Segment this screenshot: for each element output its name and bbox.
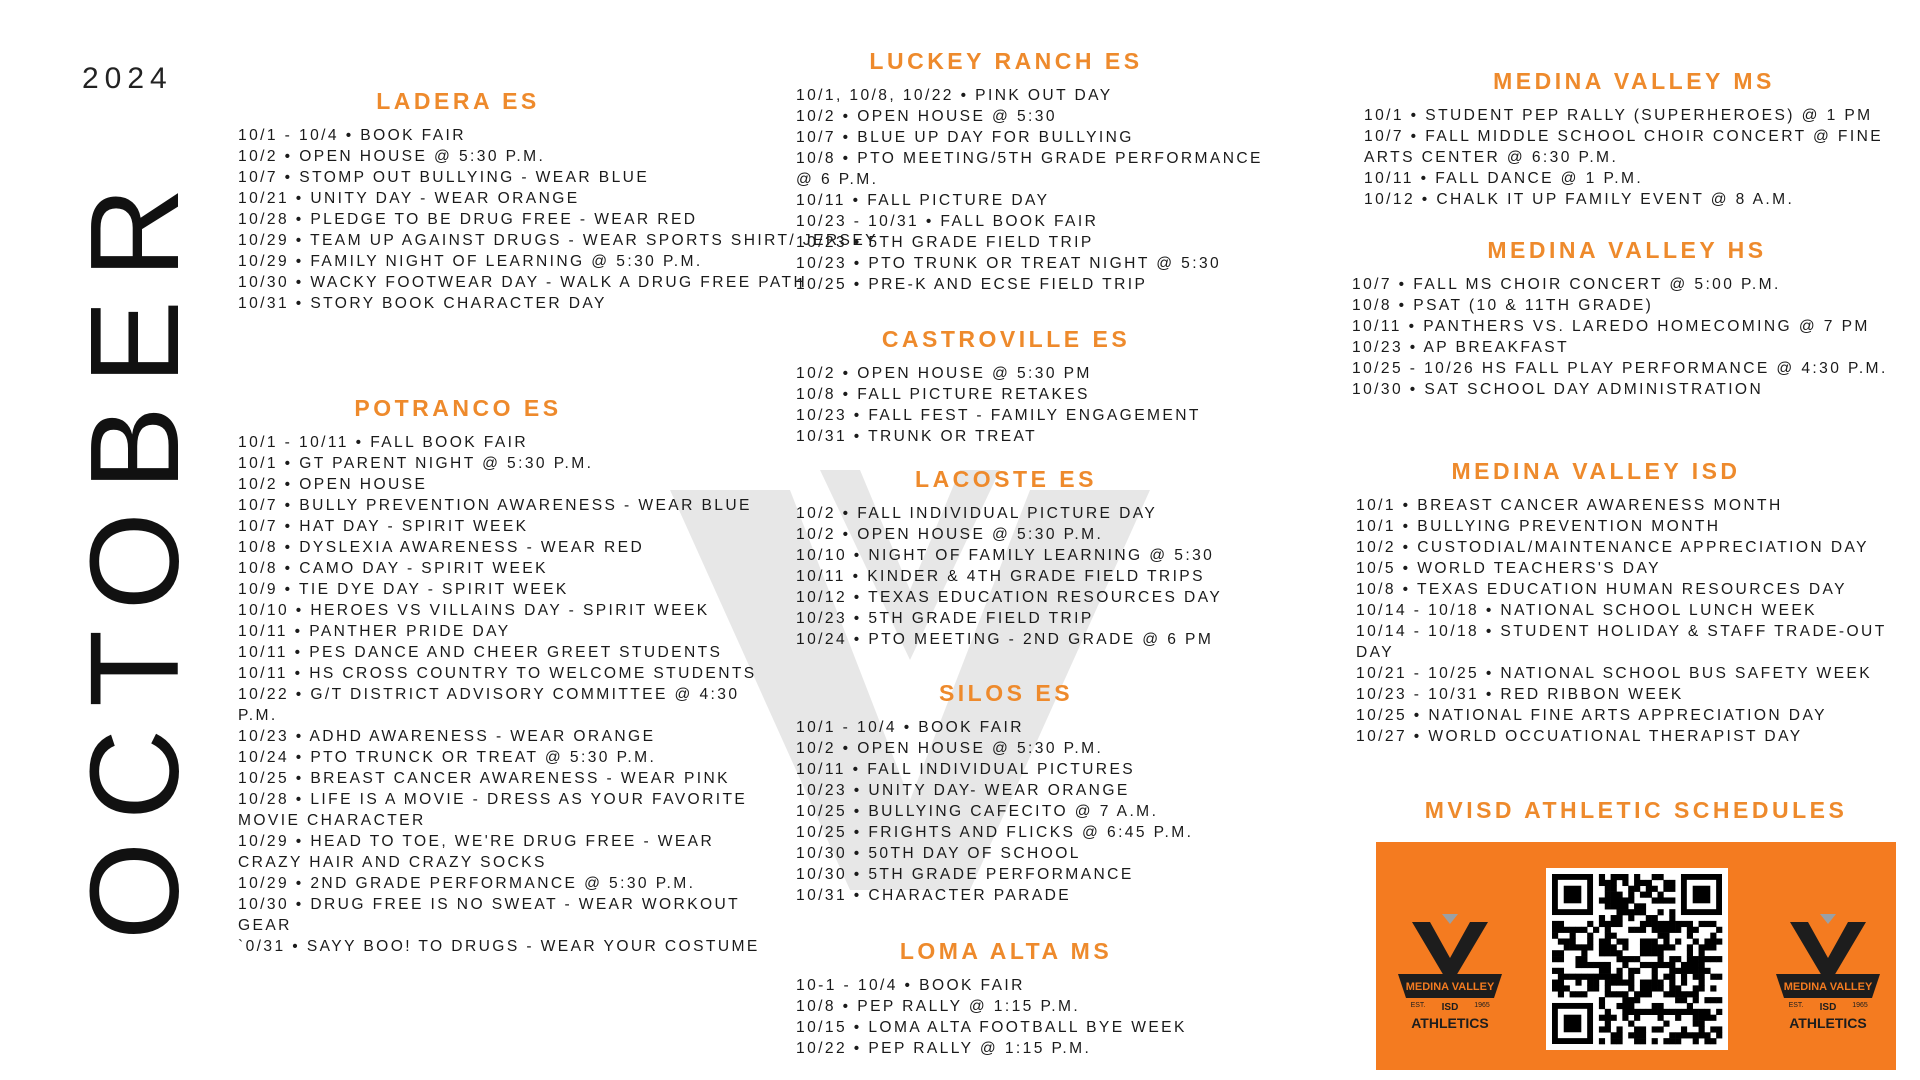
medina-valley-athletics-logo: [1390, 914, 1510, 1034]
section-luckey-ranch-es: [796, 48, 1276, 295]
event-item: 10/29 • HEAD TO TOE, WE'RE DRUG FREE - WEAR CRAZY HAIR AND CRAZY SOCKS: [238, 833, 715, 871]
event-item: 10/25 • NATIONAL FINE ARTS APPRECIATION DAY: [1356, 707, 1827, 724]
section-title: MEDINA VALLEY HS: [1487, 237, 1767, 263]
section-title: MEDINA VALLEY MS: [1493, 68, 1775, 94]
logo-est-text: EST.: [1788, 1002, 1804, 1009]
event-item: 10/7 • FALL MS CHOIR CONCERT @ 5:00 P.M.: [1352, 276, 1781, 293]
event-item: 10/28 • PLEDGE TO BE DRUG FREE - WEAR RED: [238, 211, 698, 228]
event-item: 10/24 • PTO MEETING - 2ND GRADE @ 6 PM: [796, 631, 1214, 648]
event-item: 10/30 • DRUG FREE IS NO SWEAT - WEAR WORKOUT GEAR: [238, 896, 740, 934]
event-item: 10/8 • PSAT (10 & 11TH GRADE): [1352, 297, 1654, 314]
event-item: 10/30 • 50TH DAY OF SCHOOL: [796, 845, 1081, 862]
event-item: 10/8 • PEP RALLY @ 1:15 P.M.: [796, 998, 1081, 1015]
event-list: [1364, 105, 1904, 210]
event-item: 10/5 • WORLD TEACHERS'S DAY: [1356, 560, 1661, 577]
event-item: 10/1 • BULLYING PREVENTION MONTH: [1356, 518, 1721, 535]
section-medina-valley-ms: [1364, 68, 1904, 210]
event-item: 10/2 • OPEN HOUSE @ 5:30 P.M.: [796, 526, 1104, 543]
event-item: 10/11 • KINDER & 4TH GRADE FIELD TRIPS: [796, 568, 1205, 585]
event-item: 10/11 • FALL DANCE @ 1 P.M.: [1364, 170, 1644, 187]
section-title: LACOSTE ES: [915, 466, 1097, 492]
event-item: 10/25 • PRE-K AND ECSE FIELD TRIP: [796, 276, 1148, 293]
event-item: 10/29 • FAMILY NIGHT OF LEARNING @ 5:30 P.M.: [238, 253, 703, 270]
section-title: LUCKEY RANCH ES: [869, 48, 1143, 74]
event-list: [796, 975, 1276, 1059]
event-item: 10/11 • PANTHERS VS. LAREDO HOMECOMING @ 7 PM: [1352, 318, 1870, 335]
athletics-title: MVISD ATHLETIC SCHEDULES: [1424, 797, 1848, 823]
logo-est-text: EST.: [1410, 1002, 1426, 1009]
event-item: 10/7 • BULLY PREVENTION AWARENESS - WEAR BLUE: [238, 497, 752, 514]
event-item: 10/31 • CHARACTER PARADE: [796, 887, 1072, 904]
event-item: 10/10 • NIGHT OF FAMILY LEARNING @ 5:30: [796, 547, 1215, 564]
section-title: CASTROVILLE ES: [881, 326, 1131, 352]
event-item: 10/1 - 10/11 • FALL BOOK FAIR: [238, 434, 529, 451]
event-item: 10/21 - 10/25 • NATIONAL SCHOOL BUS SAFETY WEEK: [1356, 665, 1873, 682]
logo-year-text: 1965: [1852, 1002, 1868, 1009]
month-title: OCTOBER: [64, 165, 205, 940]
event-list: [1356, 495, 1906, 747]
event-list: [796, 717, 1276, 906]
event-item: 10/14 - 10/18 • STUDENT HOLIDAY & STAFF TRADE-OUT DAY: [1356, 623, 1887, 661]
event-item: 10/27 • WORLD OCCUATIONAL THERAPIST DAY: [1356, 728, 1803, 745]
event-item: 10/21 • UNITY DAY - WEAR ORANGE: [238, 190, 580, 207]
logo-top-text: MEDINA VALLEY: [1405, 981, 1495, 993]
event-item: 10/23 • FALL FEST - FAMILY ENGAGEMENT: [796, 407, 1201, 424]
event-item: 10/31 • STORY BOOK CHARACTER DAY: [238, 295, 607, 312]
logo-isd-text: ISD: [1819, 1002, 1837, 1013]
event-item: 10/2 • OPEN HOUSE @ 5:30 P.M.: [238, 148, 546, 165]
event-item: 10/15 • LOMA ALTA FOOTBALL BYE WEEK: [796, 1019, 1187, 1036]
logo-isd-text: ISD: [1441, 1002, 1459, 1013]
event-item: 10/30 • SAT SCHOOL DAY ADMINISTRATION: [1352, 381, 1764, 398]
event-item: 10/10 • HEROES VS VILLAINS DAY - SPIRIT WEEK: [238, 602, 710, 619]
event-item: 10/9 • TIE DYE DAY - SPIRIT WEEK: [238, 581, 569, 598]
event-item: 10/22 • G/T DISTRICT ADVISORY COMMITTEE @ 4:30 P.M.: [238, 686, 740, 724]
event-item: 10/23 - 10/31 • RED RIBBON WEEK: [1356, 686, 1684, 703]
event-item: 10/12 • TEXAS EDUCATION RESOURCES DAY: [796, 589, 1223, 606]
event-item: 10/1 - 10/4 • BOOK FAIR: [796, 719, 1024, 736]
event-item: 10/25 - 10/26 HS FALL PLAY PERFORMANCE @ 4:30 P.M.: [1352, 360, 1888, 377]
event-item: 10/22 • PEP RALLY @ 1:15 P.M.: [796, 1040, 1092, 1057]
section-title: LOMA ALTA MS: [899, 938, 1113, 964]
event-list: [796, 85, 1276, 295]
event-item: 10/31 • TRUNK OR TREAT: [796, 428, 1038, 445]
event-item: 10/23 • PTO TRUNK OR TREAT NIGHT @ 5:30: [796, 255, 1222, 272]
event-list: [238, 432, 778, 957]
event-item: 10/25 • BREAST CANCER AWARENESS - WEAR PINK: [238, 770, 730, 787]
logo-bottom-text: ATHLETICS: [1789, 1015, 1867, 1031]
event-item: 10/7 • FALL MIDDLE SCHOOL CHOIR CONCERT @ FINE ARTS CENTER @ 6:30 P.M.: [1364, 128, 1884, 166]
event-item: 10/29 • TEAM UP AGAINST DRUGS - WEAR SPORTS SHIRT/ JERSEY: [238, 232, 878, 249]
qr-code[interactable]: [1546, 868, 1728, 1050]
event-item: 10/1 • BREAST CANCER AWARENESS MONTH: [1356, 497, 1783, 514]
event-item: 10/2 • CUSTODIAL/MAINTENANCE APPRECIATION DAY: [1356, 539, 1869, 556]
medina-valley-athletics-logo: [1768, 914, 1888, 1034]
event-item: 10/25 • FRIGHTS AND FLICKS @ 6:45 P.M.: [796, 824, 1194, 841]
event-item: 10/7 • HAT DAY - SPIRIT WEEK: [238, 518, 529, 535]
event-item: 10/7 • STOMP OUT BULLYING - WEAR BLUE: [238, 169, 650, 186]
event-item: 10/25 • BULLYING CAFECITO @ 7 A.M.: [796, 803, 1159, 820]
event-item: 10/2 • FALL INDIVIDUAL PICTURE DAY: [796, 505, 1158, 522]
logo-bottom-text: ATHLETICS: [1411, 1015, 1489, 1031]
event-item: 10/11 • FALL PICTURE DAY: [796, 192, 1050, 209]
event-list: [796, 363, 1276, 447]
event-item: 10/23 • UNITY DAY- WEAR ORANGE: [796, 782, 1130, 799]
section-title: SILOS ES: [938, 680, 1074, 706]
logo-year-text: 1965: [1474, 1002, 1490, 1009]
event-item: 10/1 - 10/4 • BOOK FAIR: [238, 127, 466, 144]
section-castroville-es: [796, 326, 1276, 447]
event-item: 10/2 • OPEN HOUSE @ 5:30 PM: [796, 365, 1092, 382]
event-list: [796, 503, 1276, 650]
event-item: 10/14 - 10/18 • NATIONAL SCHOOL LUNCH WEEK: [1356, 602, 1817, 619]
section-medina-valley-hs: [1352, 237, 1902, 400]
event-item: 10/2 • OPEN HOUSE: [238, 476, 428, 493]
year-label: 2024: [82, 62, 173, 95]
section-title: MEDINA VALLEY ISD: [1451, 458, 1741, 484]
event-item: 10/23 • ADHD AWARENESS - WEAR ORANGE: [238, 728, 656, 745]
event-item: 10/11 • PES DANCE AND CHEER GREET STUDENTS: [238, 644, 723, 661]
event-item: 10/1 • GT PARENT NIGHT @ 5:30 P.M.: [238, 455, 594, 472]
event-item: 10/30 • WACKY FOOTWEAR DAY - WALK A DRUG FREE PATH: [238, 274, 808, 291]
event-item: 10/28 • LIFE IS A MOVIE - DRESS AS YOUR FAVORITE MOVIE CHARACTER: [238, 791, 748, 829]
event-item: 10/23 • 5TH GRADE FIELD TRIP: [796, 234, 1094, 251]
event-item: 10/12 • CHALK IT UP FAMILY EVENT @ 8 A.M.: [1364, 191, 1795, 208]
event-item: 10/23 • AP BREAKFAST: [1352, 339, 1569, 356]
event-item: 10/11 • FALL INDIVIDUAL PICTURES: [796, 761, 1136, 778]
section-title: LADERA ES: [376, 88, 540, 114]
event-item: 10/24 • PTO TRUNCK OR TREAT @ 5:30 P.M.: [238, 749, 657, 766]
event-item: 10/2 • OPEN HOUSE @ 5:30: [796, 108, 1057, 125]
event-item: `0/31 • SAYY BOO! TO DRUGS - WEAR YOUR COSTUME: [238, 938, 760, 955]
event-item: 10/8 • FALL PICTURE RETAKES: [796, 386, 1090, 403]
event-item: 10/1 • STUDENT PEP RALLY (SUPERHEROES) @ 1 PM: [1364, 107, 1873, 124]
event-item: 10/23 • 5TH GRADE FIELD TRIP: [796, 610, 1094, 627]
event-list: [1352, 274, 1902, 400]
athletics-banner: [1376, 842, 1896, 1070]
event-item: 10/30 • 5TH GRADE PERFORMANCE: [796, 866, 1134, 883]
event-item: 10/11 • PANTHER PRIDE DAY: [238, 623, 511, 640]
event-item: 10-1 - 10/4 • BOOK FAIR: [796, 977, 1025, 994]
logo-top-text: MEDINA VALLEY: [1783, 981, 1873, 993]
section-medina-valley-isd: [1356, 458, 1906, 747]
section-lacoste-es: [796, 466, 1276, 650]
event-item: 10/2 • OPEN HOUSE @ 5:30 P.M.: [796, 740, 1104, 757]
event-item: 10/7 • BLUE UP DAY FOR BULLYING: [796, 129, 1134, 146]
event-item: 10/8 • DYSLEXIA AWARENESS - WEAR RED: [238, 539, 645, 556]
event-item: 10/1, 10/8, 10/22 • PINK OUT DAY: [796, 87, 1113, 104]
event-item: 10/23 - 10/31 • FALL BOOK FAIR: [796, 213, 1099, 230]
event-item: 10/8 • CAMO DAY - SPIRIT WEEK: [238, 560, 548, 577]
event-item: 10/11 • HS CROSS COUNTRY TO WELCOME STUDENTS: [238, 665, 757, 682]
section-loma-alta-ms: [796, 938, 1276, 1059]
event-item: 10/8 • PTO MEETING/5TH GRADE PERFORMANCE @ 6 P.M.: [796, 150, 1263, 188]
event-item: 10/29 • 2ND GRADE PERFORMANCE @ 5:30 P.M.: [238, 875, 696, 892]
section-silos-es: [796, 680, 1276, 906]
event-item: 10/8 • TEXAS EDUCATION HUMAN RESOURCES DAY: [1356, 581, 1847, 598]
section-potranco-es: [238, 395, 778, 957]
section-title: POTRANCO ES: [354, 395, 562, 421]
